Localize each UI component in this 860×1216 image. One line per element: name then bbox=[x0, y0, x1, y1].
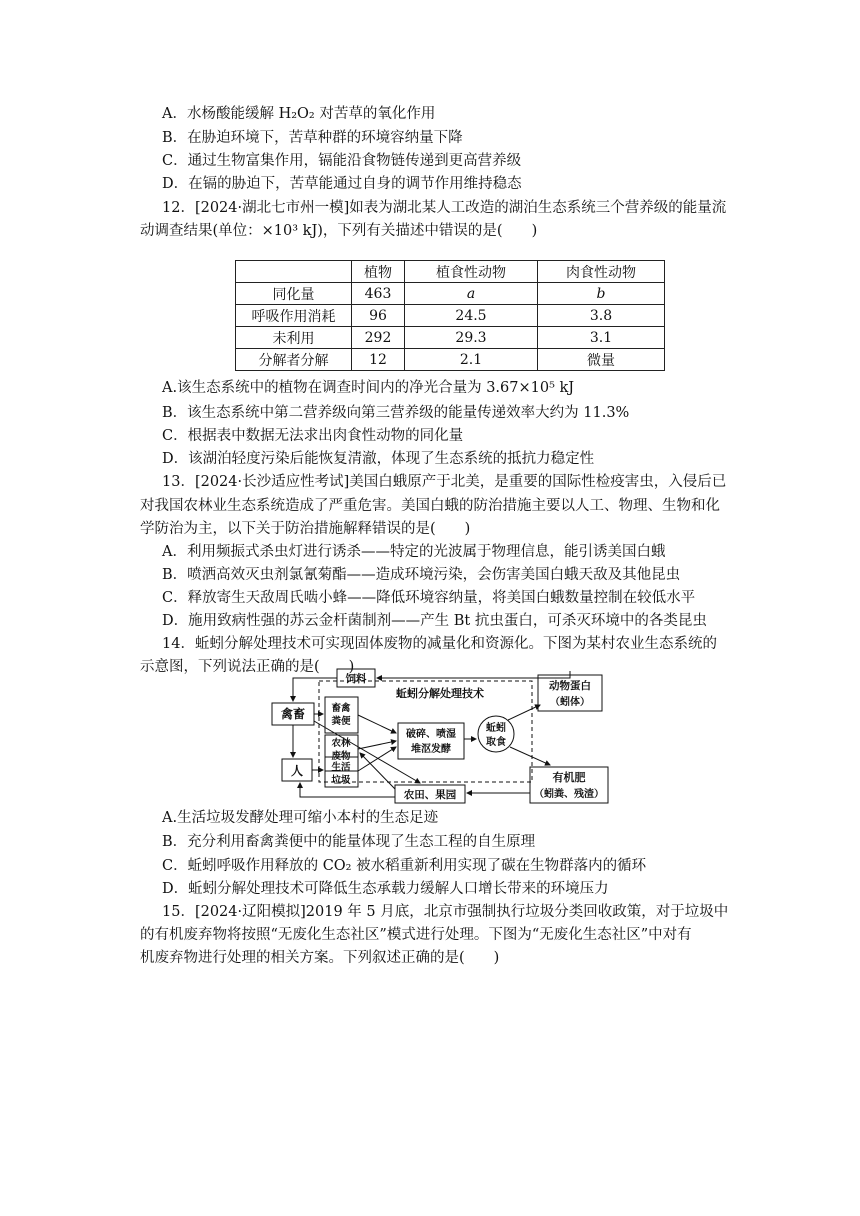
q11-option-c: C．通过生物富集作用，镉能沿食物链传递到更高营养级 bbox=[162, 153, 522, 169]
q14-option-a: A.生活垃圾发酵处理可缩小本村的生态足迹 bbox=[162, 810, 439, 826]
q12-energy-table bbox=[235, 260, 665, 371]
diagram-label-protein-2: （蚓体） bbox=[550, 697, 590, 708]
q11-option-a: A．水杨酸能缓解 H₂O₂ 对苦草的氧化作用 bbox=[162, 106, 436, 122]
table-cell: 分解者分解 bbox=[236, 349, 352, 371]
table-cell: 463 bbox=[352, 283, 405, 305]
q14-option-d: D．蚯蚓分解处理技术可降低生态承载力缓解人口增长带来的环境压力 bbox=[162, 881, 609, 897]
q13-option-c: C．释放寄生天敌周氏啮小蜂——降低环境容纳量，将美国白蛾数量控制在较低水平 bbox=[162, 590, 696, 606]
table-header-cell: 肉食性动物 bbox=[538, 261, 665, 283]
q14-option-b: B．充分利用畜禽粪便中的能量体现了生态工程的自生原理 bbox=[162, 834, 536, 850]
table-cell: 未利用 bbox=[236, 327, 352, 349]
q14-stem-line1: 14．蚯蚓分解处理技术可实现固体废物的减量化和资源化。下图为某村农业生态系统的 bbox=[162, 636, 717, 652]
diagram-label-feed: 饲料 bbox=[345, 673, 367, 685]
diagram-label-earthworm-1: 蚯蚓 bbox=[486, 723, 506, 734]
q12-stem-line1: 12．[2024·湖北七市州一模]如表为湖北某人工改造的湖泊生态系统三个营养级的能量流 bbox=[162, 200, 727, 216]
diagram-label-field: 农田、果园 bbox=[403, 789, 457, 801]
table-cell: 29.3 bbox=[405, 327, 538, 349]
q15-stem-line2: 的有机废弃物将按照“无废化生态社区”模式进行处理。下图为“无废化生态社区”中对有 bbox=[140, 927, 692, 943]
diagram-label-garbage-2: 垃圾 bbox=[331, 775, 351, 786]
q12-stem-line2: 动调查结果(单位：×10³ kJ)，下列有关描述中错误的是( ) bbox=[140, 223, 538, 239]
table-cell: 12 bbox=[352, 349, 405, 371]
diagram-label-forest-2: 废物 bbox=[331, 751, 351, 762]
table-cell: 同化量 bbox=[236, 283, 352, 305]
q13-stem-line1: 13．[2024·长沙适应性考试]美国白蛾原产于北美，是重要的国际性检疫害虫，入侵后已 bbox=[162, 474, 727, 490]
q11-option-b: B．在胁迫环境下，苦草种群的环境容纳量下降 bbox=[162, 130, 463, 146]
table-row bbox=[236, 327, 665, 349]
diagram-label-process-2: 堆沤发酵 bbox=[411, 744, 451, 755]
table-header-cell: 植食性动物 bbox=[405, 261, 538, 283]
diagram-label-protein-1: 动物蛋白 bbox=[549, 680, 591, 692]
q13-stem-line3: 学防治为主，以下关于防治措施解释错误的是( ) bbox=[140, 521, 471, 537]
q13-option-d: D．施用致病性强的苏云金杆菌制剂——产生 Bt 抗虫蛋白，可杀灭环境中的各类昆虫 bbox=[162, 613, 707, 629]
q13-option-b: B．喷洒高效灭虫剂氯氰菊酯——造成环境污染，会伤害美国白蛾天敌及其他昆虫 bbox=[162, 567, 681, 583]
table-cell: 呼吸作用消耗 bbox=[236, 305, 352, 327]
table-row bbox=[236, 349, 665, 371]
diagram-label-earthworm-2: 取食 bbox=[486, 737, 506, 748]
q15-stem-line1: 15．[2024·辽阳模拟]2019 年 5 月底，北京市强制执行垃圾分类回收政策，对于垃圾中 bbox=[162, 904, 729, 920]
table-cell: 微量 bbox=[538, 349, 665, 371]
q14-option-c: C．蚯蚓呼吸作用释放的 CO₂ 被水稻重新利用实现了碳在生物群落内的循环 bbox=[162, 858, 647, 874]
diagram-label-manure-2: 粪便 bbox=[331, 716, 351, 727]
q14-ecosystem-diagram bbox=[270, 667, 618, 807]
q12-option-c: C．根据表中数据无法求出肉食性动物的同化量 bbox=[162, 428, 464, 444]
diagram-label-process-1: 破碎、喷湿 bbox=[406, 729, 456, 740]
q12-option-b: B．该生态系统中第二营养级向第三营养级的能量传递效率大约为 11.3% bbox=[162, 405, 630, 421]
diagram-label-poultry: 禽畜 bbox=[280, 707, 306, 721]
diagram-label-fertilizer-2: （蚓粪、残渣） bbox=[534, 789, 604, 800]
q11-option-d: D．在镉的胁迫下，苦草能通过自身的调节作用维持稳态 bbox=[162, 176, 522, 192]
q15-stem-line3: 机废弃物进行处理的相关方案。下列叙述正确的是( ) bbox=[140, 950, 500, 966]
table-cell: 3.8 bbox=[538, 305, 665, 327]
table-cell: a bbox=[405, 283, 538, 305]
q13-stem-line2: 对我国农林业生态系统造成了严重危害。美国白蛾的防治措施主要以人工、物理、生物和化 bbox=[140, 498, 720, 514]
table-cell: 96 bbox=[352, 305, 405, 327]
q12-option-a: A.该生态系统中的植物在调查时间内的净光合量为 3.67×10⁵ kJ bbox=[162, 380, 575, 396]
diagram-label-human: 人 bbox=[290, 764, 304, 778]
diagram-label-manure-1: 畜禽 bbox=[331, 703, 351, 714]
diagram-label-tech-title: 蚯蚓分解处理技术 bbox=[396, 687, 484, 700]
table-cell: 2.1 bbox=[405, 349, 538, 371]
table-cell: 24.5 bbox=[405, 305, 538, 327]
table-cell: 292 bbox=[352, 327, 405, 349]
table-row bbox=[236, 305, 665, 327]
table-cell: b bbox=[538, 283, 665, 305]
q14-stem-line2: 示意图，下列说法正确的是( ) bbox=[140, 659, 355, 675]
table-header-cell bbox=[236, 261, 352, 283]
table-cell: 3.1 bbox=[538, 327, 665, 349]
table-row bbox=[236, 283, 665, 305]
diagram-label-garbage-1: 生活 bbox=[331, 762, 351, 773]
q13-option-a: A．利用频振式杀虫灯进行诱杀——特定的光波属于物理信息，能引诱美国白蛾 bbox=[162, 544, 666, 560]
diagram-label-fertilizer-1: 有机肥 bbox=[552, 771, 586, 784]
table-header-row bbox=[236, 261, 665, 283]
q12-option-d: D．该湖泊轻度污染后能恢复清澈，体现了生态系统的抵抗力稳定性 bbox=[162, 451, 595, 467]
diagram-label-forest-1: 农林 bbox=[331, 738, 351, 749]
table-header-cell: 植物 bbox=[352, 261, 405, 283]
